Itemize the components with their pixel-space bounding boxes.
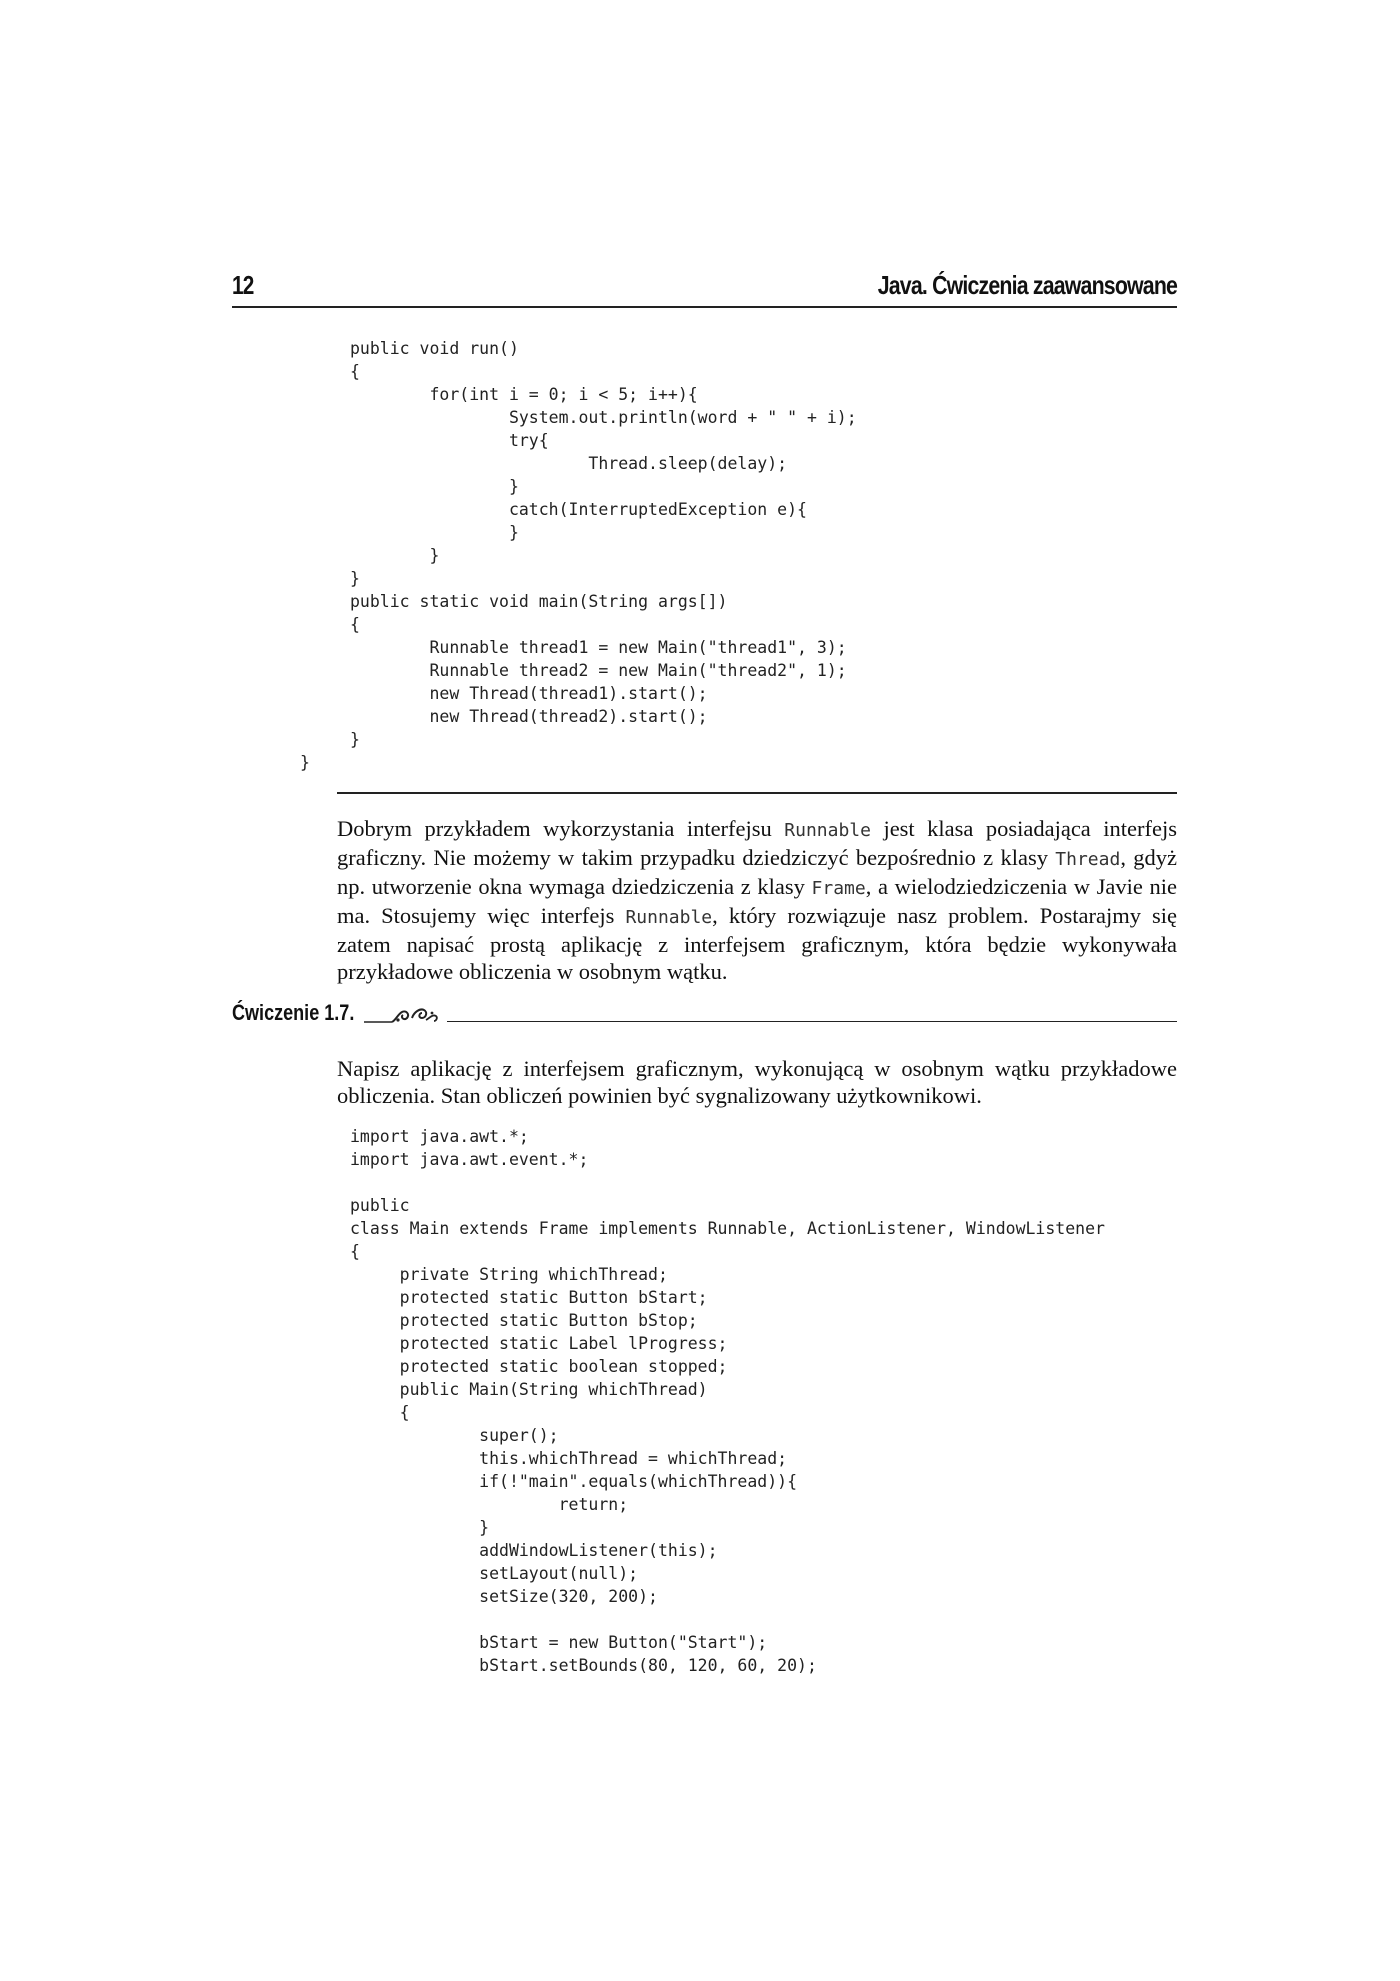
code-line: addWindowListener(this); [479, 1541, 718, 1560]
exercise-label: Ćwiczenie 1.7. [232, 1000, 355, 1025]
code-line: super(); [479, 1426, 559, 1445]
code-line: } [508, 477, 519, 496]
paragraph-text: jest klasa posiadająca interfejs graficzny. Nie możemy w takim przypadku dziedziczyć bezpośrednio z klasy [337, 816, 1177, 870]
code-line: for(int i = 0; i < 5; i++){ [429, 385, 698, 404]
code-line: } [479, 1518, 490, 1537]
code-line: protected static boolean stopped; [399, 1357, 728, 1376]
exercise-heading [232, 1000, 1177, 1030]
code-line: setSize(320, 200); [479, 1587, 658, 1606]
code-line: protected static Button bStop; [399, 1311, 698, 1330]
paragraph-text: , a wielodziedziczenia w Javie nie ma. Stosujemy więc interfejs [337, 874, 1177, 928]
code-line: if(!"main".equals(whichThread)){ [479, 1472, 798, 1491]
code-line: class Main extends Frame implements Runnable, ActionListener, WindowListener [350, 1219, 1105, 1238]
code-line: System.out.println(word + " " + i); [508, 408, 857, 427]
paragraph-text: Dobrym przykładem wykorzystania interfejsu [337, 816, 785, 841]
code-line: this.whichThread = whichThread; [479, 1449, 788, 1468]
code-line: return; [558, 1495, 629, 1514]
code-line: } [508, 523, 519, 542]
code-line: try{ [508, 431, 549, 450]
code-line: { [350, 362, 360, 381]
code-line: new Thread(thread1).start(); [429, 684, 708, 703]
paragraph-runnable-intro [337, 815, 1177, 985]
inline-code: Runnable [625, 907, 713, 928]
code-line: public void run() [350, 339, 519, 358]
code-line: public [350, 1196, 410, 1215]
paragraph-text: , gdyż np. utworzenie okna wymaga dziedziczenia z klasy [337, 845, 1177, 899]
page-header [232, 270, 1177, 308]
inline-code: Frame [811, 878, 866, 899]
inline-code: Runnable [784, 820, 871, 841]
code-line: { [350, 615, 360, 634]
code-line: setLayout(null); [479, 1564, 639, 1583]
code-block-run-main [300, 337, 857, 774]
code-line: new Thread(thread2).start(); [429, 707, 708, 726]
code-line: { [399, 1403, 410, 1422]
code-line: private String whichThread; [399, 1265, 668, 1284]
code-line: public static void main(String args[]) [350, 592, 728, 611]
exercise-task: Napisz aplikację z interfejsem graficznym, wykonującą w osobnym wątku przykładowe obliczenia. Stan obliczeń powinien być sygnalizowany użytkownikowi. [337, 1056, 1177, 1108]
code-line: protected static Label lProgress; [399, 1334, 728, 1353]
page-number: 12 [232, 270, 254, 300]
exercise-rule [447, 1021, 1177, 1022]
code-line: } [350, 730, 360, 749]
inline-code: Thread [1055, 849, 1121, 870]
code-line: public Main(String whichThread) [399, 1380, 708, 1399]
code-line: Runnable thread1 = new Main("thread1", 3); [429, 638, 847, 657]
paragraph-text: , który rozwiązuje nasz problem. Postarajmy się zatem napisać prostą aplikację z interfejsem graficznym, która będzie wykonywała przykładowe obliczenia w osobnym wątku. [337, 903, 1177, 984]
code-line: } [350, 569, 360, 588]
running-title: Java. Ćwiczenia zaawansowane [877, 270, 1177, 300]
code-line: import java.awt.event.*; [350, 1150, 589, 1169]
code-line: bStart.setBounds(80, 120, 60, 20); [479, 1656, 817, 1675]
code-line: bStart = new Button("Start"); [479, 1633, 768, 1652]
code-line: } [300, 753, 310, 772]
code-line: import java.awt.*; [350, 1127, 529, 1146]
code-line: protected static Button bStart; [399, 1288, 708, 1307]
code-block-gui-main [350, 1125, 1105, 1677]
code-line: catch(InterruptedException e){ [508, 500, 807, 519]
code-line: Runnable thread2 = new Main("thread2", 1); [429, 661, 847, 680]
code-end-rule [337, 792, 1177, 794]
code-line: Thread.sleep(delay); [588, 454, 788, 473]
swirl-ornament-icon [362, 1000, 452, 1026]
code-line: { [350, 1242, 360, 1261]
code-line: } [429, 546, 440, 565]
